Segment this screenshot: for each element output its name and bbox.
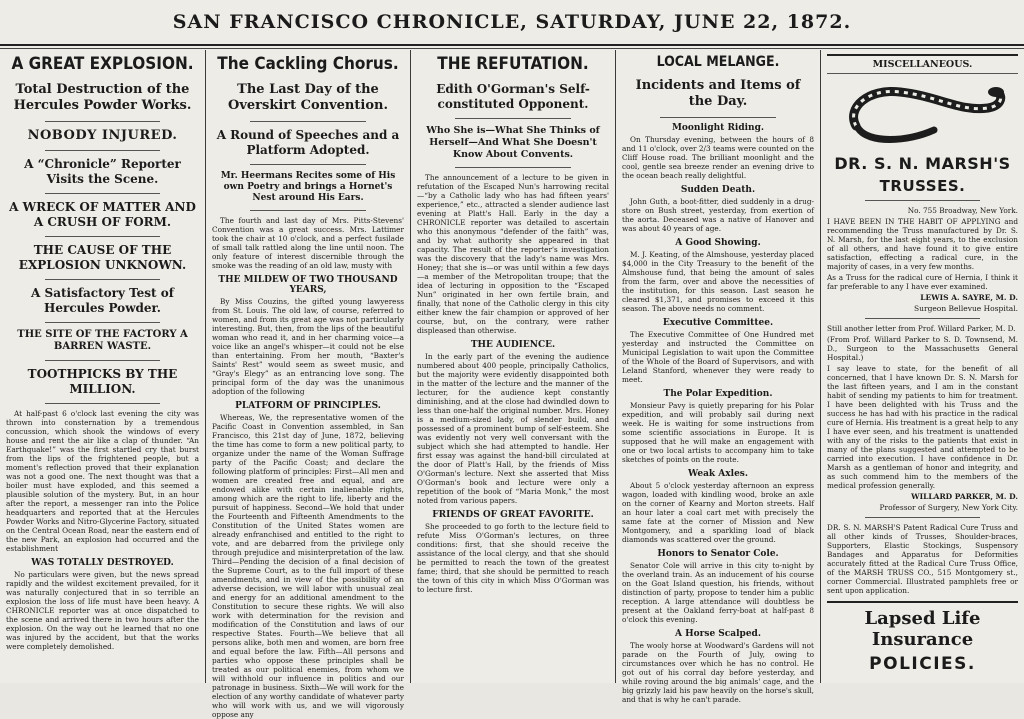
masthead-rule	[0, 44, 1024, 46]
item-body	[622, 641, 814, 704]
subhead: A Satisfactory Test of Hercules Powder.	[31, 285, 174, 315]
item-title: The Polar Expedition.	[663, 388, 773, 399]
item-body	[622, 401, 814, 464]
divider	[250, 121, 365, 122]
paragraph: Monsieur Pavy is quietly preparing for his Polar expedition, and will probably sail during next week. He is waiting for some instructions from some scientific associations in Europe. It is supposed that he will make an engagement with one or two local artists to accompany him to take sketches of points on the route.	[622, 400, 814, 464]
article-body	[417, 173, 609, 335]
section-header-miscellaneous: MISCELLANEOUS.	[827, 54, 1018, 74]
divider	[865, 318, 980, 319]
item-title: Honors to Senator Cole.	[657, 548, 779, 559]
signature: WILLARD PARKER, M. D.	[911, 492, 1018, 501]
paragraph: I HAVE BEEN IN THE HABIT OF APPLYING and recommending the Truss manufactured by Dr. S. N. Marsh, for the last eight years, to the exclusion of all others, and have found it to give entire satisfaction, effecting a radical cure, in the majority of cases, in a very few months.	[827, 217, 1018, 271]
article-body	[417, 522, 609, 594]
item-body	[622, 250, 814, 313]
item-title: Weak Axles.	[688, 468, 748, 479]
subhead: Total Destruction of the Hercules Powder Works.	[13, 82, 192, 114]
subhead: A WRECK OF MATTER AND A CRUSH OF FORM.	[9, 199, 196, 229]
paragraph: On Thursday evening, between the hours of 8 and 11 o'clock, over 2/3 teams were counted on the Cliff House road. The brilliant moonlight and the cool, gentle sea breeze render an evening drive to the ocean beach really delightful.	[622, 134, 814, 180]
subhead: THE SITE OF THE FACTORY A BARREN WASTE.	[17, 328, 188, 353]
item-body	[622, 330, 814, 384]
article-body	[417, 352, 609, 505]
item-title: A Horse Scalped.	[675, 628, 761, 639]
divider	[45, 403, 161, 404]
subhead: NOBODY INJURED.	[27, 127, 178, 143]
divider	[45, 121, 161, 122]
item-title: Moonlight Riding.	[671, 122, 765, 133]
divider	[45, 150, 161, 151]
signature-title: Professor of Surgery, New York City.	[879, 503, 1018, 512]
subhead: Incidents and Items of the Day.	[635, 78, 801, 110]
paragraph: She proceeded to go forth to the lecture field to refute Miss O'Gorman's lectures, on three conditions: first, that she should receive the assistance of the local clergy, and that she should be permitted to reach the town of the greatest fame; third, that she should be permitted to reach the town of this city in which Miss O'Gorman was to lecture first.	[417, 521, 609, 594]
article-body	[6, 570, 199, 651]
paragraph: As a Truss for the radical cure of Hernia, I think it far preferable to any I have ever examined.	[827, 273, 1018, 291]
subhead: Mr. Heermans Recites some of His own Poetry and brings a Hornet's Nest around His Ears.	[220, 170, 396, 203]
section-heading: FRIENDS OF GREAT FAVORITE.	[432, 509, 594, 520]
address: No. 755 Broadway, New York.	[907, 206, 1018, 215]
paragraph: M. J. Keating, of the Almshouse, yesterday placed $4,000 in the City Treasury to the benefit of the Almshouse fund, that being the amount of sales from the farm, over and above the necessities of the institution, for this season. Last season he cleared $1,371, and promises to exceed it this season. The above needs no comment.	[622, 249, 814, 313]
snake-illustration-icon	[838, 78, 1008, 150]
divider	[45, 279, 161, 280]
article-body	[6, 409, 199, 553]
paragraph: The Executive Committee of One Hundred met yesterday and instructed the Committee on Municipal Legislation to wait upon the Committee of the Whole of the Board of Supervisors, and with Leland Stanford, whenever they were ready to meet.	[622, 329, 814, 384]
policies-heading: POLICIES.	[869, 654, 976, 674]
lapsed-insurance-heading: Lapsed Life Insurance	[827, 601, 1018, 650]
section-heading: THE AUDIENCE.	[470, 339, 556, 350]
paragraph: Whereas, We, the representative women of the Pacific Coast in Convention assembled, in San Francisco, this 21st day of June, 1872, believing the time has come to form a new political party, to organize under the name of the Woman Suffrage party of the Pacific Coast; and declare the following platform of principles: First—All men and women are created free and equal, and are endowed alike with certain inalienable rights, among which are the right to life, liberty and the pursuit of happiness. Second—We hold that under the Fourteenth and Fifteenth Amendments to the Constitution of the United States women are already enfranchised and entitled to the right to vote, and are debarred from the privilege only through prejudice and misinterpretation of the law. Third—Pending the decision of a final decision of the Supreme Court, as to the full import of these amendments, and in view of the possibility of an adverse decision, we will labor with unusual zeal and energy for an additional amendment to the Constitution to secure these rights. We will also work with determination for the revision and modification of the Constitution and laws of our respective States. Fourth—We believe that all persons alike, both men and women, are born free and equal before the law. Fifth—All persons and parties who oppose these principles shall be treated as our political enemies, from whom we will withhold our influence in politics and our patronage in business. Sixth—We will work for the election of any worthy candidate of whatever party who will work with us, and we will vigorously oppose any	[212, 413, 404, 719]
paragraph: (From Prof. Willard Parker to S. D. Townsend, M. D., Surgeon to the Massachusetts General Hospital.)	[827, 335, 1018, 362]
signature-title: Surgeon Bellevue Hospital.	[914, 304, 1018, 313]
divider	[45, 322, 161, 323]
column-miscellaneous	[820, 50, 1024, 683]
divider	[45, 193, 161, 194]
ad-name: DR. S. N. MARSH'S	[834, 154, 1011, 173]
headline-refutation: THE REFUTATION.	[437, 54, 589, 74]
item-title: Executive Committee.	[662, 317, 774, 328]
subhead: A Round of Speeches and a Platform Adopted.	[216, 127, 400, 157]
section-heading: WAS TOTALLY DESTROYED.	[31, 557, 174, 568]
article-body	[212, 297, 404, 396]
paragraph: The fourth and last day of Mrs. Pitts-Stevens' Convention was a great success. Mrs. Lattimer took the chair at 10 o'clock, and a perfect fusilade of small talk rattled along the line until noon. The only feature of interest discernible through the smoke was the reading of an old law, musty with	[212, 216, 404, 271]
columns	[0, 50, 1024, 719]
testimonial-1	[827, 206, 1018, 313]
ad-product: TRUSSES.	[879, 177, 966, 195]
item-title: A Good Showing.	[675, 237, 761, 248]
subhead: THE CAUSE OF THE EXPLOSION UNKNOWN.	[18, 242, 187, 272]
subhead: The Last Day of the Overskirt Convention.	[228, 82, 388, 114]
paragraph: No particulars were given, but the news spread rapidly and the wildest excitement prevailed, for it was naturally conjectured that in so terrible an explosion the loss of life must have been heavy. A CHRONICLE reporter was at once dispatched to the scene and arrived there in two hours after the explosion. On the way out he learned that no one was injured by the accident, but that the works were completely demolished.	[6, 569, 199, 651]
divider	[45, 360, 161, 361]
subhead: Edith O'Gorman's Self-constituted Opponent.	[436, 82, 590, 111]
paragraph: At half-past 6 o'clock last evening the city was thrown into consternation by a tremendous concussion, which shook the windows of every house and rent the air like a clap of thunder. “An Earthquake!” was the first startled cry that burst from the lips of the frightened people, but a moment's reflection proved that their explanation was not a good one. The next thought was that a boiler must have exploded, and this seemed a plausible solution of the mystery. But, in an hour after the report, a messenger ran into the Police headquarters and reported that at the Hercules Powder Works and Nitro-Glycerine Factory, situated on the Central Ocean Road, near the eastern end of the new Park, an explosion had occurred and the establishment	[6, 408, 199, 553]
divider	[455, 167, 570, 168]
divider	[865, 200, 980, 201]
divider	[45, 236, 161, 237]
paragraph: The wooly horse at Woodward's Gardens will not parade on the Fourth of July, owing to circumstances over which he has no control. He got out of his corral day before yesterday, and while roving around the big animals' cage, and the big grizzly laid his paw heavily on the horse's skull, and that is why he can't parade.	[622, 640, 814, 704]
item-body	[622, 481, 814, 544]
masthead: SAN FRANCISCO CHRONICLE, SATURDAY, JUNE 22, 1872.	[172, 11, 852, 33]
signature: LEWIS A. SAYRE, M. D.	[920, 293, 1018, 302]
item-title: Sudden Death.	[680, 184, 756, 195]
section-heading: PLATFORM OF PRINCIPLES.	[235, 401, 381, 412]
column-explosion	[0, 50, 205, 683]
paragraph: DR. S. N. MARSH'S Patent Radical Cure Truss and all other kinds of Trusses, Shoulder-braces, Supporters, Elastic Stockings, Suspensory Bandages and Apparatus for Deformities accurately fitted at the Radical Cure Truss Office, of the MARSH TRUSS CO., 515 Montgomery st., corner Commercial. Illustrated pamphlets free or sent upon application.	[827, 523, 1018, 595]
subhead: Who She is—What She Thinks of Herself—And What She Doesn't Know About Convents.	[426, 125, 600, 160]
divider	[250, 164, 365, 165]
paragraph: Senator Cole will arrive in this city to-night by the overland train. As an inducement of his course on the Goat Island question, his friends, without distinction of party, propose to tender him a public reception. A large attendance will doubtless be present at the Oakland ferry-boat at half-past 8 o'clock this evening.	[622, 560, 814, 624]
paragraph: I say leave to state, for the benefit of all concerned, that I have known Dr. S. N. Marsh for the last fifteen years, and I am in the constant habit of sending my patients to him for treatment. I have been delighted with his Truss and the success he has had with his practice in the radical cure of Hernia. His treatment is a great help to any I have ever seen, and his treatment is unattended with any of the risks to the patients that exist in many of the plans suggested and attempted to be carried into execution. I have confidence in Dr. Marsh as a gentleman of honor and integrity, and as such commend him to the members of the medical profession generally.	[827, 364, 1018, 490]
paragraph: In the early part of the evening the audience numbered about 400 people, principally Catholics, but the majority were evidently disappointed both in the matter of the lecture and the manner of the lecturer, for the audience kept constantly diminishing, and at the close had dwindled down to less than one-half the original number. Mrs. Honey is a medium-sized lady, of slender build, and possessed of a prominent bump of self-esteem. She was evidently not very well conversant with the subject which she had attempted to handle. Her first essay was against the hand-bill circulated at the door of Platt's Hall, by the friends of Miss O'Gorman's lecture. Next she asserted that Miss O'Gorman's book and lecture were only a repetition of the book of “Maria Monk,” the most noted from various papers.	[417, 351, 609, 505]
paragraph: John Guth, a boot-fitter, died suddenly in a drug-store on Bush street, yesterday, from exertion of the aorta. Deceased was a native of Hanover and was about 40 years of age.	[622, 196, 814, 233]
headline-explosion: A GREAT EXPLOSION.	[11, 54, 194, 74]
divider	[660, 117, 775, 118]
subhead: TOOTHPICKS BY THE MILLION.	[27, 366, 178, 396]
item-body	[622, 135, 814, 180]
paragraph: The announcement of a lecture to be given in refutation of the Escaped Nun's harrowing recital—“by a Catholic lady who has had fifteen years' experience,” etc., attracted a slender audience last evening at Platt's Hall. Early in the day a CHRONICLE reporter was detailed to ascertain who this anonymous “defender of the faith” was, and by what authority she appeared in that capacity. The result of the reporter's investigation was the discovery that the lady's name was Mrs. Honey; that she is—or was until within a few days—a member of the Metropolitan troupe; that the idea of lecturing in opposition to the “Escaped Nun” originated in her own fertile brain, and finally, that none of the Catholic clergy in this city either knew the fair champion or approved of her course, but, on the contrary, were rather displeased than otherwise.	[417, 172, 609, 335]
divider	[250, 210, 365, 211]
headline-cackling-chorus: The Cackling Chorus.	[217, 54, 399, 74]
column-refutation	[410, 50, 615, 683]
paragraph: Still another letter from Prof. Willard Parker, M. D.	[827, 324, 1016, 333]
column-local-melange	[615, 50, 820, 704]
closing-ad	[827, 523, 1018, 595]
article-body	[212, 216, 404, 270]
headline-local-melange: LOCAL MELANGE.	[656, 54, 780, 70]
testimonial-2	[827, 324, 1018, 512]
masthead-rule-thin	[0, 48, 1024, 49]
section-heading: THE MILDEW OF TWO THOUSAND YEARS,	[218, 275, 398, 296]
divider	[865, 517, 980, 518]
item-body	[622, 197, 814, 233]
paragraph: About 5 o'clock yesterday afternoon an express wagon, loaded with kindling wood, broke an axle on the corner of Kearny and Morton streets. Half an hour later a coal cart met with precisely the same fate at the corner of Mission and New Montgomery, and a sparkling load of black diamonds was scattered over the ground.	[622, 480, 814, 544]
divider	[455, 118, 570, 119]
article-body	[212, 413, 404, 719]
subhead: A “Chronicle” Reporter Visits the Scene.	[24, 156, 181, 186]
column-cackling-chorus	[205, 50, 410, 719]
item-body	[622, 561, 814, 624]
paragraph: By Miss Couzins, the gifted young lawyeress from St. Louis. The old law, of course, referred to women, and from its great age was not particularly interesting. But, then, from the lips of the beautiful woman who read it, and in her charming voice—a voice like an angel's whisper—it could not be else than entertaining. From her mouth, “Baxter's Saints' Rest” would seem as sweet music, and “Gray's Elegy” as an entrancing love song. The principal form of the day was the unanimous adoption of the following	[212, 297, 404, 397]
